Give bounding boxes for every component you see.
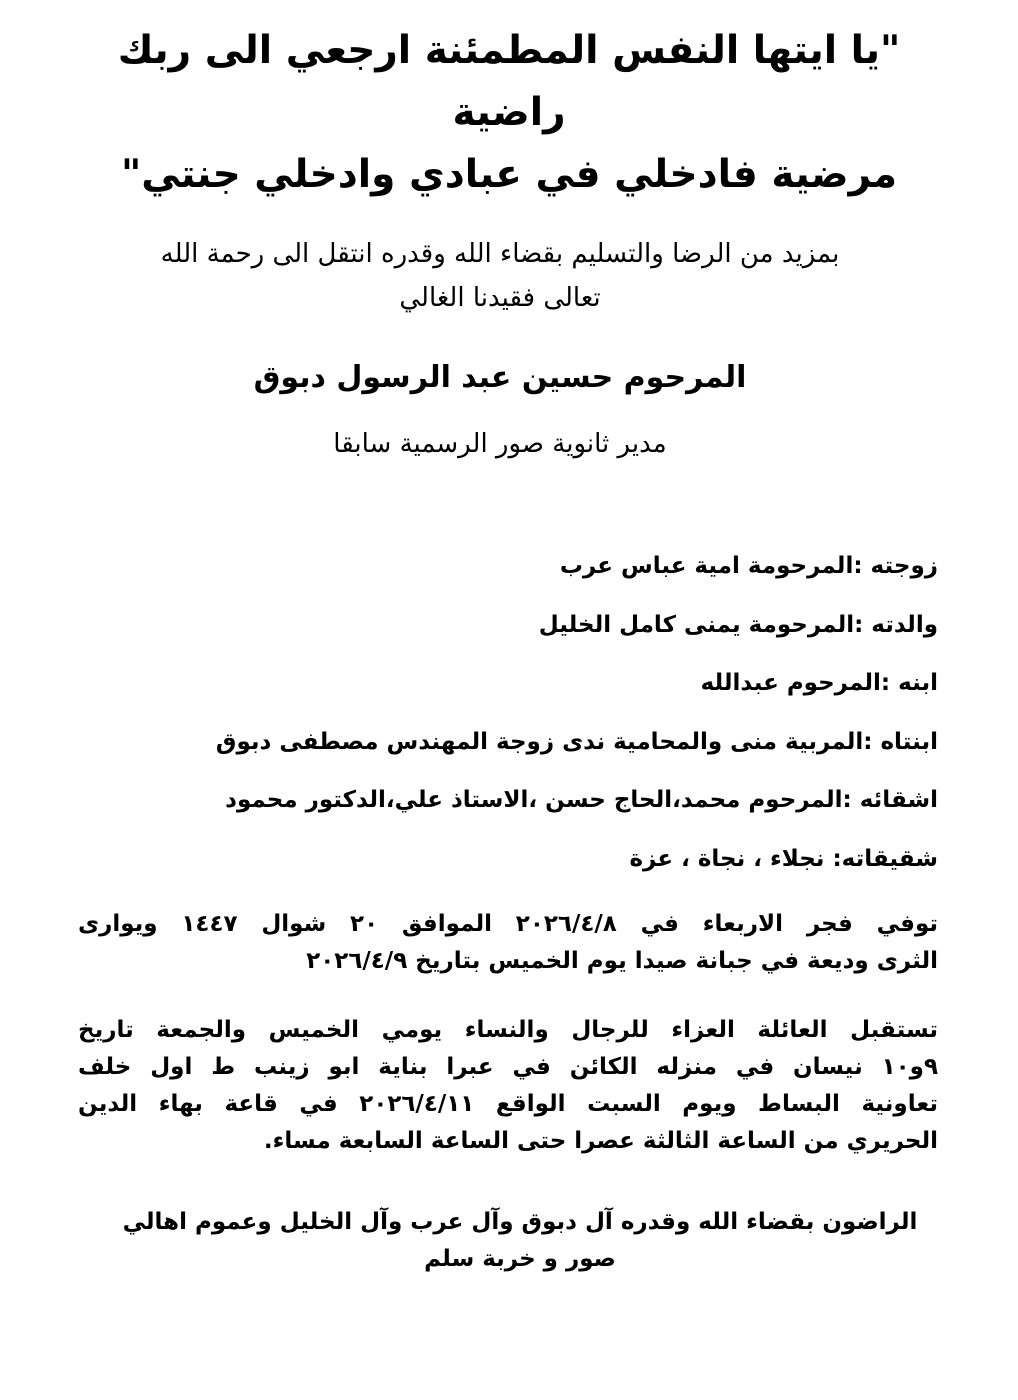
condolences-line-2: ٩و١٠ نيسان في منزله الكائن في عبرا بناية ابو زينب ط اول خلف	[78, 1054, 938, 1080]
relatives-list	[78, 546, 938, 897]
condolences-line-4: الحريري من الساعة الثالثة عصرا حتى الساعة السابعة مساء.	[263, 1128, 938, 1154]
intro-line-1: بمزيد من الرضا والتسليم بقضاء الله وقدره انتقل الى رحمة الله	[160, 239, 840, 269]
mourners-line-1: الراضون بقضاء الله وقدره آل دبوق وآل عرب وآل الخليل وعموم اهالي	[122, 1209, 918, 1235]
quran-verse	[80, 20, 938, 206]
verse-line-1: "يا ايتها النفس المطمئنة ارجعي الى ربك راضية	[117, 28, 901, 135]
intro-text	[60, 232, 940, 320]
verse-line-2: مرضية فادخلي في عبادي وادخلي جنتي"	[120, 152, 898, 197]
death-notice-line-1: توفي فجر الاربعاء في ٢٠٢٦/٤/٨ الموافق ٢٠ شوال ١٤٤٧ ويوارى	[78, 911, 938, 937]
condolences-notice	[78, 1012, 938, 1160]
condolences-line-3: تعاونية البساط ويوم السبت الواقع ٢٠٢٦/٤/١١ في قاعة بهاء الدين	[78, 1091, 938, 1117]
condolences-line-1: تستقبل العائلة العزاء للرجال والنساء يومي الخميس والجمعة تاريخ	[78, 1017, 938, 1043]
death-notice	[78, 906, 938, 980]
death-notice-line-2: الثرى وديعة في جبانة صيدا يوم الخميس بتاريخ ٢٠٢٦/٤/٩	[306, 948, 938, 974]
mourners	[120, 1204, 920, 1278]
intro-line-2: تعالى فقيدنا الغالي	[399, 283, 601, 313]
deceased-name: المرحوم حسين عبد الرسول دبوق	[253, 360, 747, 395]
relative-sisters: شقيقاته: نجلاء ، نجاة ، عزة	[629, 845, 938, 872]
relative-daughters: ابنتاه :المربية منى والمحامية ندى زوجة المهندس مصطفى دبوق	[215, 728, 938, 755]
deceased-title: مدير ثانوية صور الرسمية سابقا	[333, 429, 667, 459]
relative-brothers: اشقائه :المرحوم محمد،الحاج حسن ،الاستاذ علي،الدكتور محمود	[225, 787, 938, 813]
relative-mother: والدته :المرحومة يمنى كامل الخليل	[538, 611, 938, 638]
relative-wife: زوجته :المرحومة امية عباس عرب	[559, 553, 938, 579]
relative-son: ابنه :المرحوم عبدالله	[700, 670, 938, 696]
mourners-line-2: صور و خربة سلم	[424, 1246, 616, 1272]
